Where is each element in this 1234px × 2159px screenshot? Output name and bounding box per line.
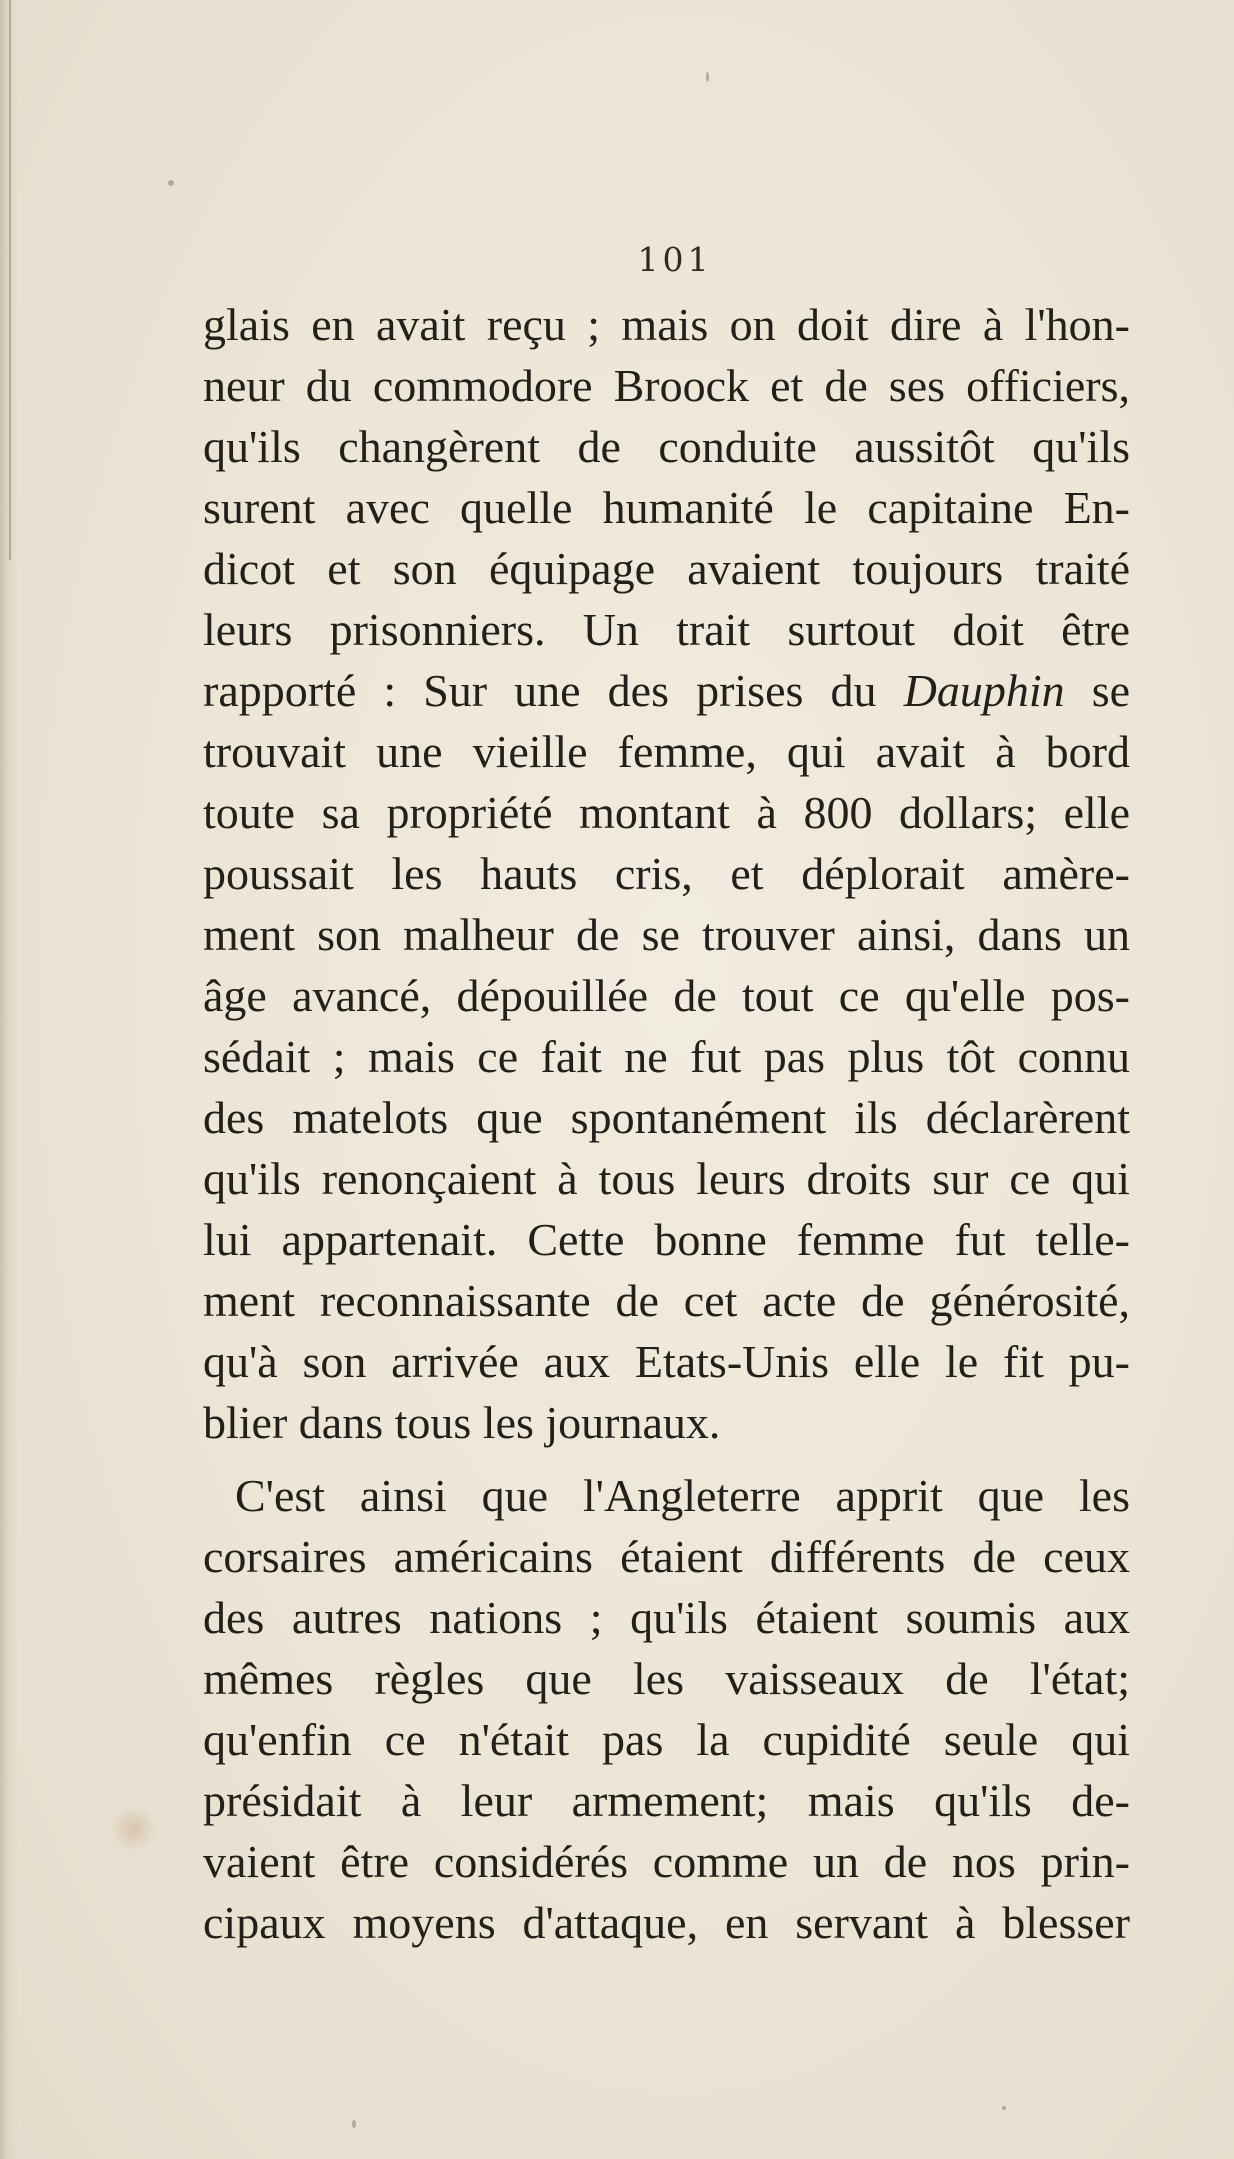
paper-speck	[352, 2120, 356, 2128]
text-line: corsaires américains étaient différents de ceux	[203, 1531, 1130, 1582]
paragraph-1	[203, 294, 1130, 1453]
paragraph-2	[203, 1465, 1130, 1953]
paper-speck	[1002, 2106, 1006, 2110]
ship-name-italic: Dauphin	[903, 665, 1065, 716]
body-text	[203, 294, 1130, 1953]
text-line: qu'enfin ce n'était pas la cupidité seule qui	[203, 1714, 1130, 1765]
text-line: C'est ainsi que l'Angleterre apprit que les	[235, 1470, 1130, 1521]
text-line: dicot et son équipage avaient toujours traité	[203, 543, 1130, 594]
text-line: toute sa propriété montant à 800 dollars; elle	[203, 787, 1130, 838]
text-line: ment son malheur de se trouver ainsi, dans un	[203, 909, 1130, 960]
paragraph-gap	[203, 1453, 1130, 1465]
text-line: trouvait une vieille femme, qui avait à bord	[203, 726, 1130, 777]
text-line: des matelots que spontanément ils déclarèrent	[203, 1092, 1130, 1143]
text-line-segment: se	[1091, 665, 1131, 716]
text-line: âge avancé, dépouillée de tout ce qu'elle pos-	[203, 970, 1130, 1021]
text-line: présidait à leur armement; mais qu'ils de-	[203, 1775, 1130, 1826]
text-line: sédait ; mais ce fait ne fut pas plus tôt connu	[203, 1031, 1130, 1082]
text-line: leurs prisonniers. Un trait surtout doit être	[203, 604, 1130, 655]
text-line: lui appartenait. Cette bonne femme fut telle-	[203, 1214, 1130, 1265]
text-line: qu'ils renonçaient à tous leurs droits sur ce qui	[203, 1153, 1130, 1204]
text-line: qu'ils changèrent de conduite aussitôt qu'ils	[203, 421, 1130, 472]
text-line: glais en avait reçu ; mais on doit dire à l'hon-	[203, 299, 1130, 350]
text-line: surent avec quelle humanité le capitaine En-	[203, 482, 1130, 533]
page-number: 101	[637, 240, 713, 279]
text-line: mêmes règles que les vaisseaux de l'état;	[203, 1653, 1130, 1704]
text-line: poussait les hauts cris, et déplorait amère-	[203, 848, 1130, 899]
text-line	[203, 660, 1130, 721]
text-line-segment: rapporté : Sur une des prises du	[203, 665, 877, 716]
text-line: des autres nations ; qu'ils étaient soumis aux	[203, 1592, 1130, 1643]
text-line: neur du commodore Broock et de ses officiers,	[203, 360, 1130, 411]
paper-speck	[706, 72, 709, 82]
text-line: vaient être considérés comme un de nos prin-	[203, 1836, 1130, 1887]
gutter-line	[9, 0, 11, 560]
text-line: ment reconnaissante de cet acte de générosité,	[203, 1275, 1130, 1326]
text-line: qu'à son arrivée aux Etats-Unis elle le fit pu-	[203, 1336, 1130, 1387]
paper-speck	[168, 180, 174, 186]
text-line: blier dans tous les journaux.	[203, 1397, 721, 1448]
text-line: cipaux moyens d'attaque, en servant à blesser	[203, 1897, 1130, 1948]
paper-stain	[112, 1805, 156, 1853]
